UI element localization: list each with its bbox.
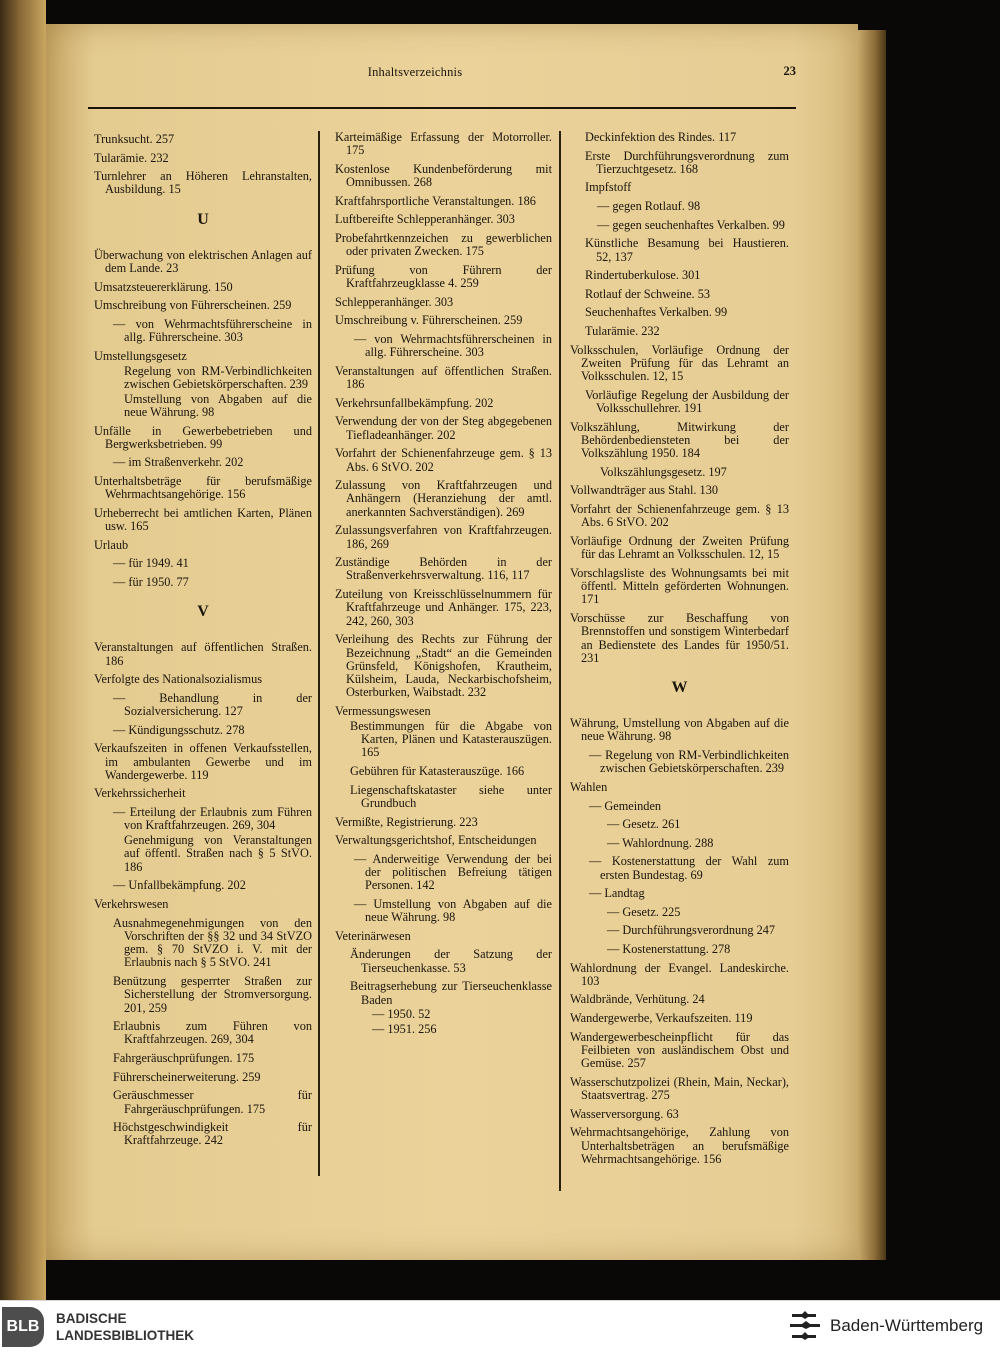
index-entry: — Kostenerstattung der Wahl zum ersten Bundestag. 69	[589, 854, 789, 882]
index-entry: Beitragserhebung zur Tierseuchenklasse Baden	[350, 979, 552, 1007]
index-entry: — Behandlung in der Sozialversicherung. 127	[113, 690, 312, 719]
index-entry: Seuchenhaftes Verkalben. 99	[585, 305, 728, 320]
index-entry: Wasserversorgung. 63	[570, 1106, 679, 1121]
index-entry: Unterhaltsbeträge für berufsmäßige Wehrmachtsangehörige. 156	[94, 474, 312, 502]
index-entry: Verkehrswesen	[94, 896, 169, 911]
index-entry: Umstellung von Abgaben auf die neue Währung. 98	[124, 391, 312, 419]
index-entry: — Erteilung der Erlaubnis zum Führen von Kraftfahrzeugen. 269, 304	[113, 805, 312, 833]
index-entry: Vorläufige Ordnung der Zweiten Prüfung für das Lehramt an Volksschulen. 12, 15	[570, 533, 789, 562]
index-entry: Wandergewerbe, Verkaufszeiten. 119	[570, 1011, 753, 1026]
library-name-line1: BADISCHE	[56, 1311, 127, 1326]
lions-crest-icon	[788, 1308, 822, 1346]
footer-bar	[0, 1300, 1000, 1352]
index-entry: Gebühren für Katasterauszüge. 166	[350, 764, 525, 779]
header-rule	[88, 107, 796, 109]
index-entry: — Gesetz. 225	[607, 904, 681, 919]
index-entry: Tularämie. 232	[585, 323, 660, 338]
index-entry: Impfstoff	[585, 180, 632, 195]
index-entry: — Regelung von RM-Verbindlichkeiten zwischen Gebietskörperschaften. 239	[589, 748, 789, 776]
index-entry: Verleihung des Rechts zur Führung der Bezeichnung „Stadt“ an die Gemeinden Grünsfeld, Königshofen, Krautheim, Külsheim, Lauda, Neckarbischofsheim, Osterburken, Waibstadt. 232	[335, 632, 552, 700]
index-entry: Regelung von RM-Verbindlichkeiten zwischen Gebietskörperschaften. 239	[124, 363, 312, 391]
index-entry: Geräuschmesser für Fahrgeräuschprüfungen. 175	[113, 1088, 312, 1116]
index-entry: Urheberrecht bei amtlichen Karten, Plänen usw. 165	[94, 505, 312, 534]
index-entry: Bestimmungen für die Abgabe von Karten, Plänen und Katasterauszügen. 165	[350, 718, 552, 760]
running-head: Inhaltsverzeichnis	[367, 65, 463, 79]
index-entry: Veterinärwesen	[335, 928, 411, 943]
index-entry: Wandergewerbescheinpflicht für das Feilbieten von ausländischem Obst und Gemüse. 257	[570, 1029, 789, 1071]
index-entry: Vermißte, Registrierung. 223	[335, 814, 478, 829]
index-entry: Führerscheinerweiterung. 259	[113, 1069, 261, 1084]
index-entry: Erste Durchführungsverordnung zum Tierzuchtgesetz. 168	[585, 148, 789, 176]
index-entry: Volksschulen, Vorläufige Ordnung der Zweiten Prüfung für das Lehramt an Volksschulen. 12, 15	[570, 342, 789, 384]
index-entry: Vorfahrt der Schienenfahrzeuge gem. § 13 Abs. 6 StVO. 202	[570, 501, 789, 530]
index-entry: Volkszählungsgesetz. 197	[600, 464, 727, 479]
library-name-line2: LANDESBIBLIOTHEK	[56, 1328, 194, 1343]
index-entry: Schlepperanhänger. 303	[335, 294, 454, 309]
index-entry: Karteimäßige Erfassung der Motorroller. 175	[335, 130, 552, 158]
index-entry: Veranstaltungen auf öffentlichen Straßen. 186	[335, 363, 552, 392]
index-entry: — von Wehrmachtsführerscheine in allg. Führerscheine. 303	[113, 316, 312, 345]
index-entry: — 1950. 52	[372, 1007, 431, 1022]
index-entry: Wehrmachtsangehörige, Zahlung von Unterhaltsbeträgen an berufsmäßige Wehrmachtsangehörige. 156	[570, 1125, 789, 1166]
index-entry: — im Straßenverkehr. 202	[113, 455, 244, 470]
index-entry: Umsatzsteuererklärung. 150	[94, 279, 233, 294]
index-entry: Vorschlagsliste des Wohnungsamts bei mit öffentl. Mitteln geförderten Wohnungen. 171	[570, 565, 789, 607]
page-number: 23	[783, 64, 796, 78]
index-entry: Veranstaltungen auf öffentlichen Straßen. 186	[94, 640, 312, 668]
index-entry: Unfälle in Gewerbebetrieben und Bergwerksbetrieben. 99	[94, 423, 312, 451]
index-column-2	[335, 131, 552, 1042]
index-entry: Zulassung von Kraftfahrzeugen und Anhängern (Heranziehung der amtl. anerkannten Sachverständigen). 269	[335, 478, 552, 519]
index-entry: Rindertuberkulose. 301	[585, 268, 701, 283]
index-entry: Vorschüsse zur Beschaffung von Brennstoffen und sonstigem Winterbedarf an Bedienstete des Landes für 1950/51. 231	[570, 610, 789, 665]
index-entry: Verkaufszeiten in offenen Verkaufsstellen, im ambulanten Gewerbe und im Wandergewerbe. 119	[94, 741, 312, 782]
index-entry: — für 1950. 77	[113, 574, 189, 589]
index-entry: — Landtag	[589, 886, 645, 901]
index-entry: Probefahrtkennzeichen zu gewerblichen oder privaten Zwecken. 175	[335, 230, 552, 259]
index-entry: Ausnahmegenehmigungen von den Vorschriften der §§ 32 und 34 StVZO gem. § 70 StVZO i. V. mit der Erlaubnis nach § 5 StVO. 241	[113, 915, 312, 970]
index-entry: Benützung gesperrter Straßen zur Sicherstellung der Stromversorgung. 201, 259	[113, 973, 312, 1015]
page-stack-edge	[858, 30, 886, 1260]
column-divider-right	[559, 131, 561, 1191]
index-entry: Trunksucht. 257	[94, 132, 175, 146]
index-entry: Verfolgte des Nationalsozialismus	[94, 672, 263, 687]
index-entry: Deckinfektion des Rindes. 117	[585, 130, 737, 144]
index-entry: — Wahlordnung. 288	[607, 835, 714, 850]
index-entry: Vollwandträger aus Stahl. 130	[570, 483, 718, 498]
index-entry: Vorfahrt der Schienenfahrzeuge gem. § 13 Abs. 6 StVO. 202	[335, 446, 552, 474]
index-entry: Fahrgeräuschprüfungen. 175	[113, 1051, 255, 1066]
index-column-3	[570, 131, 789, 1172]
index-entry: Kostenlose Kundenbeförderung mit Omnibussen. 268	[335, 161, 552, 190]
index-entry: — von Wehrmachtsführerscheinen in allg. Führerscheine. 303	[354, 331, 552, 360]
index-entry: Zuständige Behörden in der Straßenverkehrsverwaltung. 116, 117	[335, 555, 552, 583]
index-entry: Höchstgeschwindigkeit für Kraftfahrzeuge. 242	[113, 1120, 312, 1148]
index-entry: Verkehrssicherheit	[94, 786, 186, 801]
index-entry: Verkehrsunfallbekämpfung. 202	[335, 395, 494, 410]
index-entry: Verwendung der von der Steg abgegebenen Tiefladeanhänger. 202	[335, 414, 552, 442]
index-entry: — Durchführungsverordnung 247	[607, 923, 776, 938]
index-entry: Erlaubnis zum Führen von Kraftfahrzeugen. 269, 304	[113, 1019, 312, 1047]
index-entry: Umschreibung v. Führerscheinen. 259	[335, 313, 523, 328]
state-name[interactable]: Baden-Württemberg	[830, 1316, 984, 1335]
index-entry: — Umstellung von Abgaben auf die neue Währung. 98	[354, 896, 552, 925]
section-letter: W	[671, 679, 688, 697]
index-entry: Überwachung von elektrischen Anlagen auf dem Lande. 23	[94, 247, 312, 276]
column-divider-left	[318, 131, 320, 1176]
index-entry: Währung, Umstellung von Abgaben auf die neue Währung. 98	[570, 716, 789, 744]
index-entry: — gegen Rotlauf. 98	[597, 199, 701, 214]
section-letter: U	[197, 210, 209, 228]
index-entry: Wahlordnung der Evangel. Landeskirche. 103	[570, 960, 789, 988]
index-entry: — Kostenerstattung. 278	[607, 941, 731, 956]
blb-logo[interactable]: BLB	[2, 1307, 44, 1347]
index-entry: — 1951. 256	[372, 1022, 437, 1037]
index-entry: — Unfallbekämpfung. 202	[113, 878, 246, 893]
index-entry: Vermessungswesen	[335, 704, 431, 719]
index-entry: Umschreibung von Führerscheinen. 259	[94, 298, 292, 313]
index-entry: Änderungen der Satzung der Tierseuchenkasse. 53	[350, 947, 552, 975]
index-entry: — für 1949. 41	[113, 556, 189, 571]
index-entry: Wahlen	[570, 779, 608, 794]
index-entry: Wasserschutzpolizei (Rhein, Main, Neckar), Staatsvertrag. 275	[570, 1074, 789, 1103]
index-entry: Prüfung von Führern der Kraftfahrzeugklasse 4. 259	[335, 262, 552, 291]
index-entry: Zuteilung von Kreisschlüsselnummern für Kraftfahrzeuge und Anhänger. 175, 223, 242, 260, 303	[335, 587, 552, 628]
index-entry: — Anderweitige Verwendung der bei der politischen Befreiung tätigen Personen. 142	[354, 851, 552, 893]
index-entry: Vorläufige Regelung der Ausbildung der Volksschullehrer. 191	[585, 387, 789, 416]
index-entry: — Gemeinden	[589, 798, 662, 813]
index-entry: Verwaltungsgerichtshof, Entscheidungen	[335, 833, 537, 848]
index-entry: Turnlehrer an Höheren Lehranstalten, Ausbildung. 15	[94, 169, 312, 197]
left-page-edge	[0, 0, 46, 1300]
index-entry: Tularämie. 232	[94, 150, 169, 165]
section-letter: V	[197, 603, 209, 621]
index-entry: Kraftfahrsportliche Veranstaltungen. 186	[335, 193, 536, 208]
index-entry: — gegen seuchenhaftes Verkalben. 99	[597, 217, 785, 232]
index-entry: Künstliche Besamung bei Haustieren. 52, 137	[585, 236, 789, 264]
index-entry: Genehmigung von Veranstaltungen auf öffentl. Straßen nach § 5 StVO. 186	[124, 833, 312, 874]
index-entry: Liegenschaftskataster siehe unter Grundbuch	[350, 782, 552, 810]
index-entry: Umstellungsgesetz	[94, 348, 187, 363]
library-name[interactable]	[56, 1310, 194, 1344]
index-entry: — Kündigungsschutz. 278	[113, 722, 245, 737]
index-entry: Luftbereifte Schlepperanhänger. 303	[335, 212, 515, 227]
index-entry: — Gesetz. 261	[607, 817, 681, 832]
index-entry: Urlaub	[94, 537, 129, 552]
index-entry: Waldbrände, Verhütung. 24	[570, 992, 705, 1007]
index-entry: Zulassungsverfahren von Kraftfahrzeugen. 186, 269	[335, 523, 552, 551]
index-entry: Rotlauf der Schweine. 53	[585, 286, 710, 301]
index-entry: Volkszählung, Mitwirkung der Behördenbediensteten bei der Volkszählung 1950. 184	[570, 419, 789, 461]
index-column-1	[94, 133, 312, 1153]
